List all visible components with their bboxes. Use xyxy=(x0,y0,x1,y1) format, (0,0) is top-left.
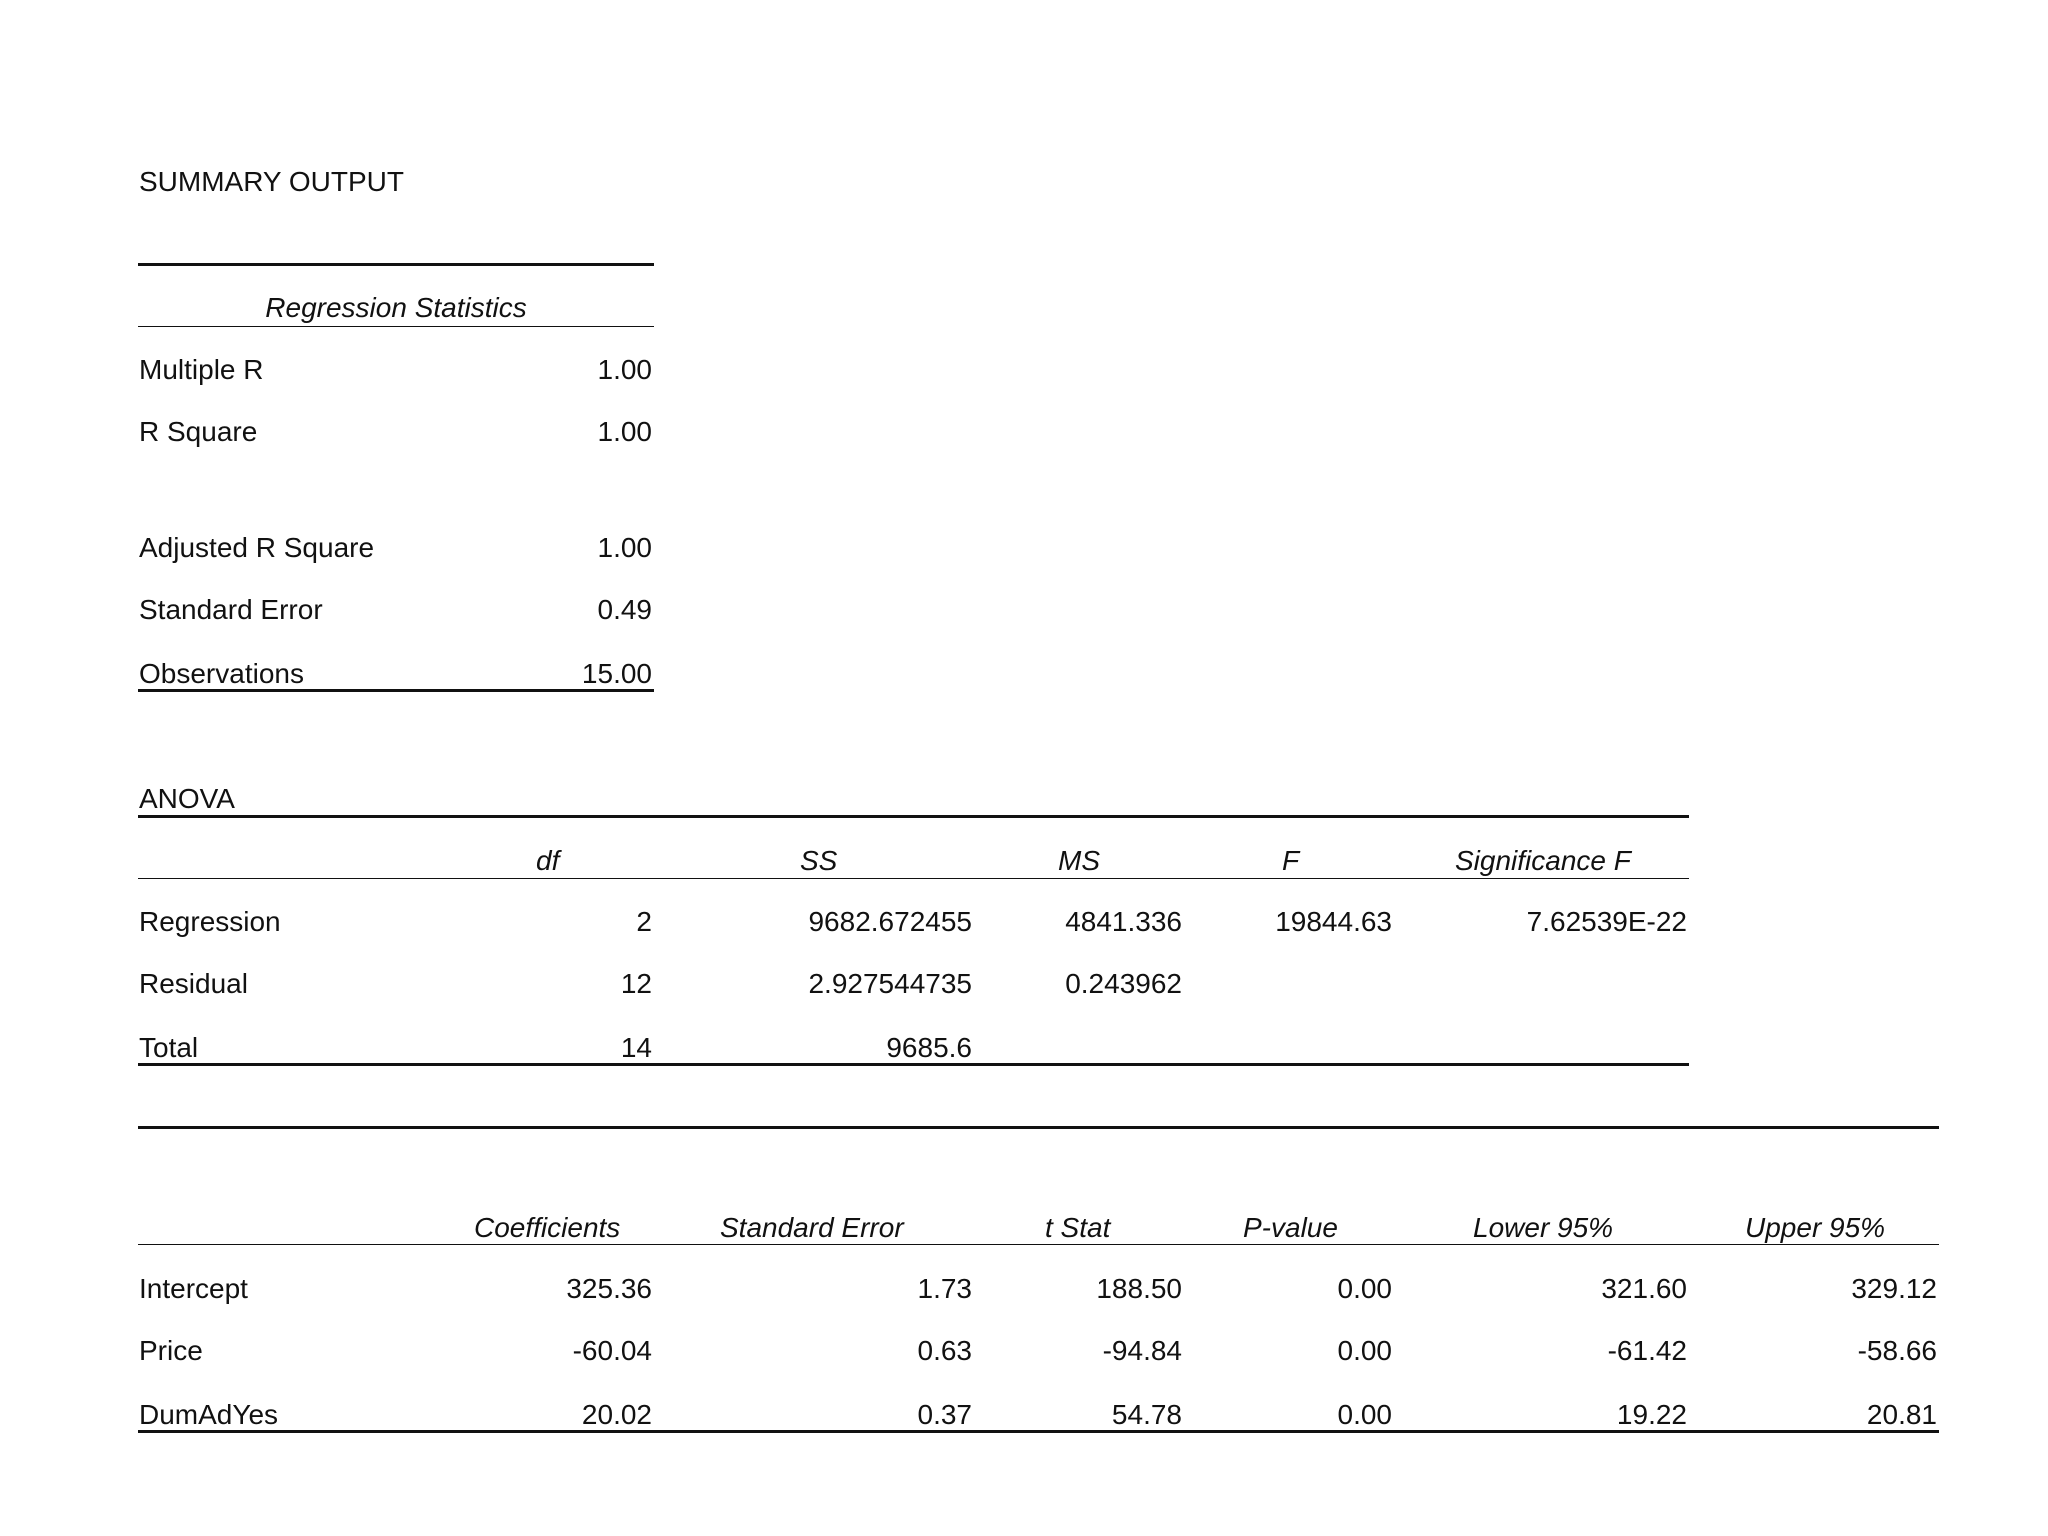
anova-header-f: F xyxy=(1282,845,1300,876)
regstats-label-standard-error: Standard Error xyxy=(139,594,323,625)
coef-cell-standard-error: 0.37 xyxy=(917,1399,972,1430)
regstats-label-observations: Observations xyxy=(139,658,304,689)
anova-header-ss: SS xyxy=(800,845,838,876)
coef-row-label: Intercept xyxy=(139,1273,248,1304)
coef-bottom-rule xyxy=(138,1430,1939,1433)
coef-cell-t-stat: 54.78 xyxy=(1111,1399,1182,1430)
coef-header-lower-95: Lower 95% xyxy=(1473,1212,1614,1243)
coef-top-rule xyxy=(138,1126,1939,1129)
coef-header-t-stat: t Stat xyxy=(1045,1212,1111,1243)
coef-cell-coefficient: 20.02 xyxy=(581,1399,652,1430)
regstats-value-multiple-r: 1.00 xyxy=(597,354,652,385)
regstats-value-observations: 15.00 xyxy=(581,658,652,689)
coef-cell-p-value: 0.00 xyxy=(1337,1273,1392,1304)
regstats-value-adjusted-r-square: 1.00 xyxy=(597,532,652,563)
coef-header-standard-error: Standard Error xyxy=(720,1212,904,1243)
coef-row-label: DumAdYes xyxy=(139,1399,279,1430)
coef-cell-upper-95: 20.81 xyxy=(1866,1399,1937,1430)
anova-cell-f: 19844.63 xyxy=(1275,906,1392,937)
coef-cell-t-stat: -94.84 xyxy=(1102,1335,1182,1366)
anova-top-rule xyxy=(138,815,1689,818)
regstats-header-rule xyxy=(138,326,654,327)
anova-cell-ss: 9682.672455 xyxy=(808,906,972,937)
coef-cell-upper-95: -58.66 xyxy=(1857,1335,1937,1366)
regstats-top-rule xyxy=(138,263,654,266)
regstats-value-standard-error: 0.49 xyxy=(597,594,652,625)
coef-cell-standard-error: 1.73 xyxy=(917,1273,972,1304)
regstats-value-r-square: 1.00 xyxy=(597,416,652,447)
coef-cell-p-value: 0.00 xyxy=(1337,1335,1392,1366)
coef-header-upper-95: Upper 95% xyxy=(1745,1212,1886,1243)
anova-cell-df: 14 xyxy=(620,1032,652,1063)
anova-cell-sig-f: 7.62539E-22 xyxy=(1526,906,1687,937)
coef-cell-p-value: 0.00 xyxy=(1337,1399,1392,1430)
anova-header-df: df xyxy=(536,845,560,876)
regstats-bottom-rule xyxy=(138,689,654,692)
coef-cell-standard-error: 0.63 xyxy=(917,1335,972,1366)
coef-header-rule xyxy=(138,1244,1939,1245)
anova-row-label: Residual xyxy=(139,968,248,999)
anova-row-label: Total xyxy=(139,1032,199,1063)
anova-cell-ms: 0.243962 xyxy=(1065,968,1182,999)
anova-header-significance-f: Significance F xyxy=(1455,845,1631,876)
coef-cell-lower-95: 19.22 xyxy=(1616,1399,1687,1430)
coef-cell-coefficient: -60.04 xyxy=(572,1335,652,1366)
anova-cell-df: 2 xyxy=(636,906,652,937)
coef-cell-lower-95: -61.42 xyxy=(1607,1335,1687,1366)
coef-cell-lower-95: 321.60 xyxy=(1601,1273,1687,1304)
coef-cell-coefficient: 325.36 xyxy=(566,1273,652,1304)
page-title: SUMMARY OUTPUT xyxy=(139,166,404,197)
regstats-label-multiple-r: Multiple R xyxy=(139,354,264,385)
regstats-label-r-square: R Square xyxy=(139,416,258,447)
regstats-header: Regression Statistics xyxy=(265,292,527,323)
anova-header-rule xyxy=(138,878,1689,879)
anova-bottom-rule xyxy=(138,1063,1689,1066)
anova-row-label: Regression xyxy=(139,906,281,937)
coef-header-coefficients: Coefficients xyxy=(474,1212,621,1243)
regstats-label-adjusted-r-square: Adjusted R Square xyxy=(139,532,375,563)
coef-row-label: Price xyxy=(139,1335,203,1366)
anova-cell-ss: 9685.6 xyxy=(886,1032,972,1063)
anova-header-ms: MS xyxy=(1058,845,1100,876)
anova-cell-ms: 4841.336 xyxy=(1065,906,1182,937)
anova-cell-df: 12 xyxy=(620,968,652,999)
coef-header-p-value: P-value xyxy=(1243,1212,1338,1243)
anova-title: ANOVA xyxy=(139,783,235,814)
coef-cell-upper-95: 329.12 xyxy=(1851,1273,1937,1304)
anova-cell-ss: 2.927544735 xyxy=(808,968,972,999)
coef-cell-t-stat: 188.50 xyxy=(1096,1273,1182,1304)
